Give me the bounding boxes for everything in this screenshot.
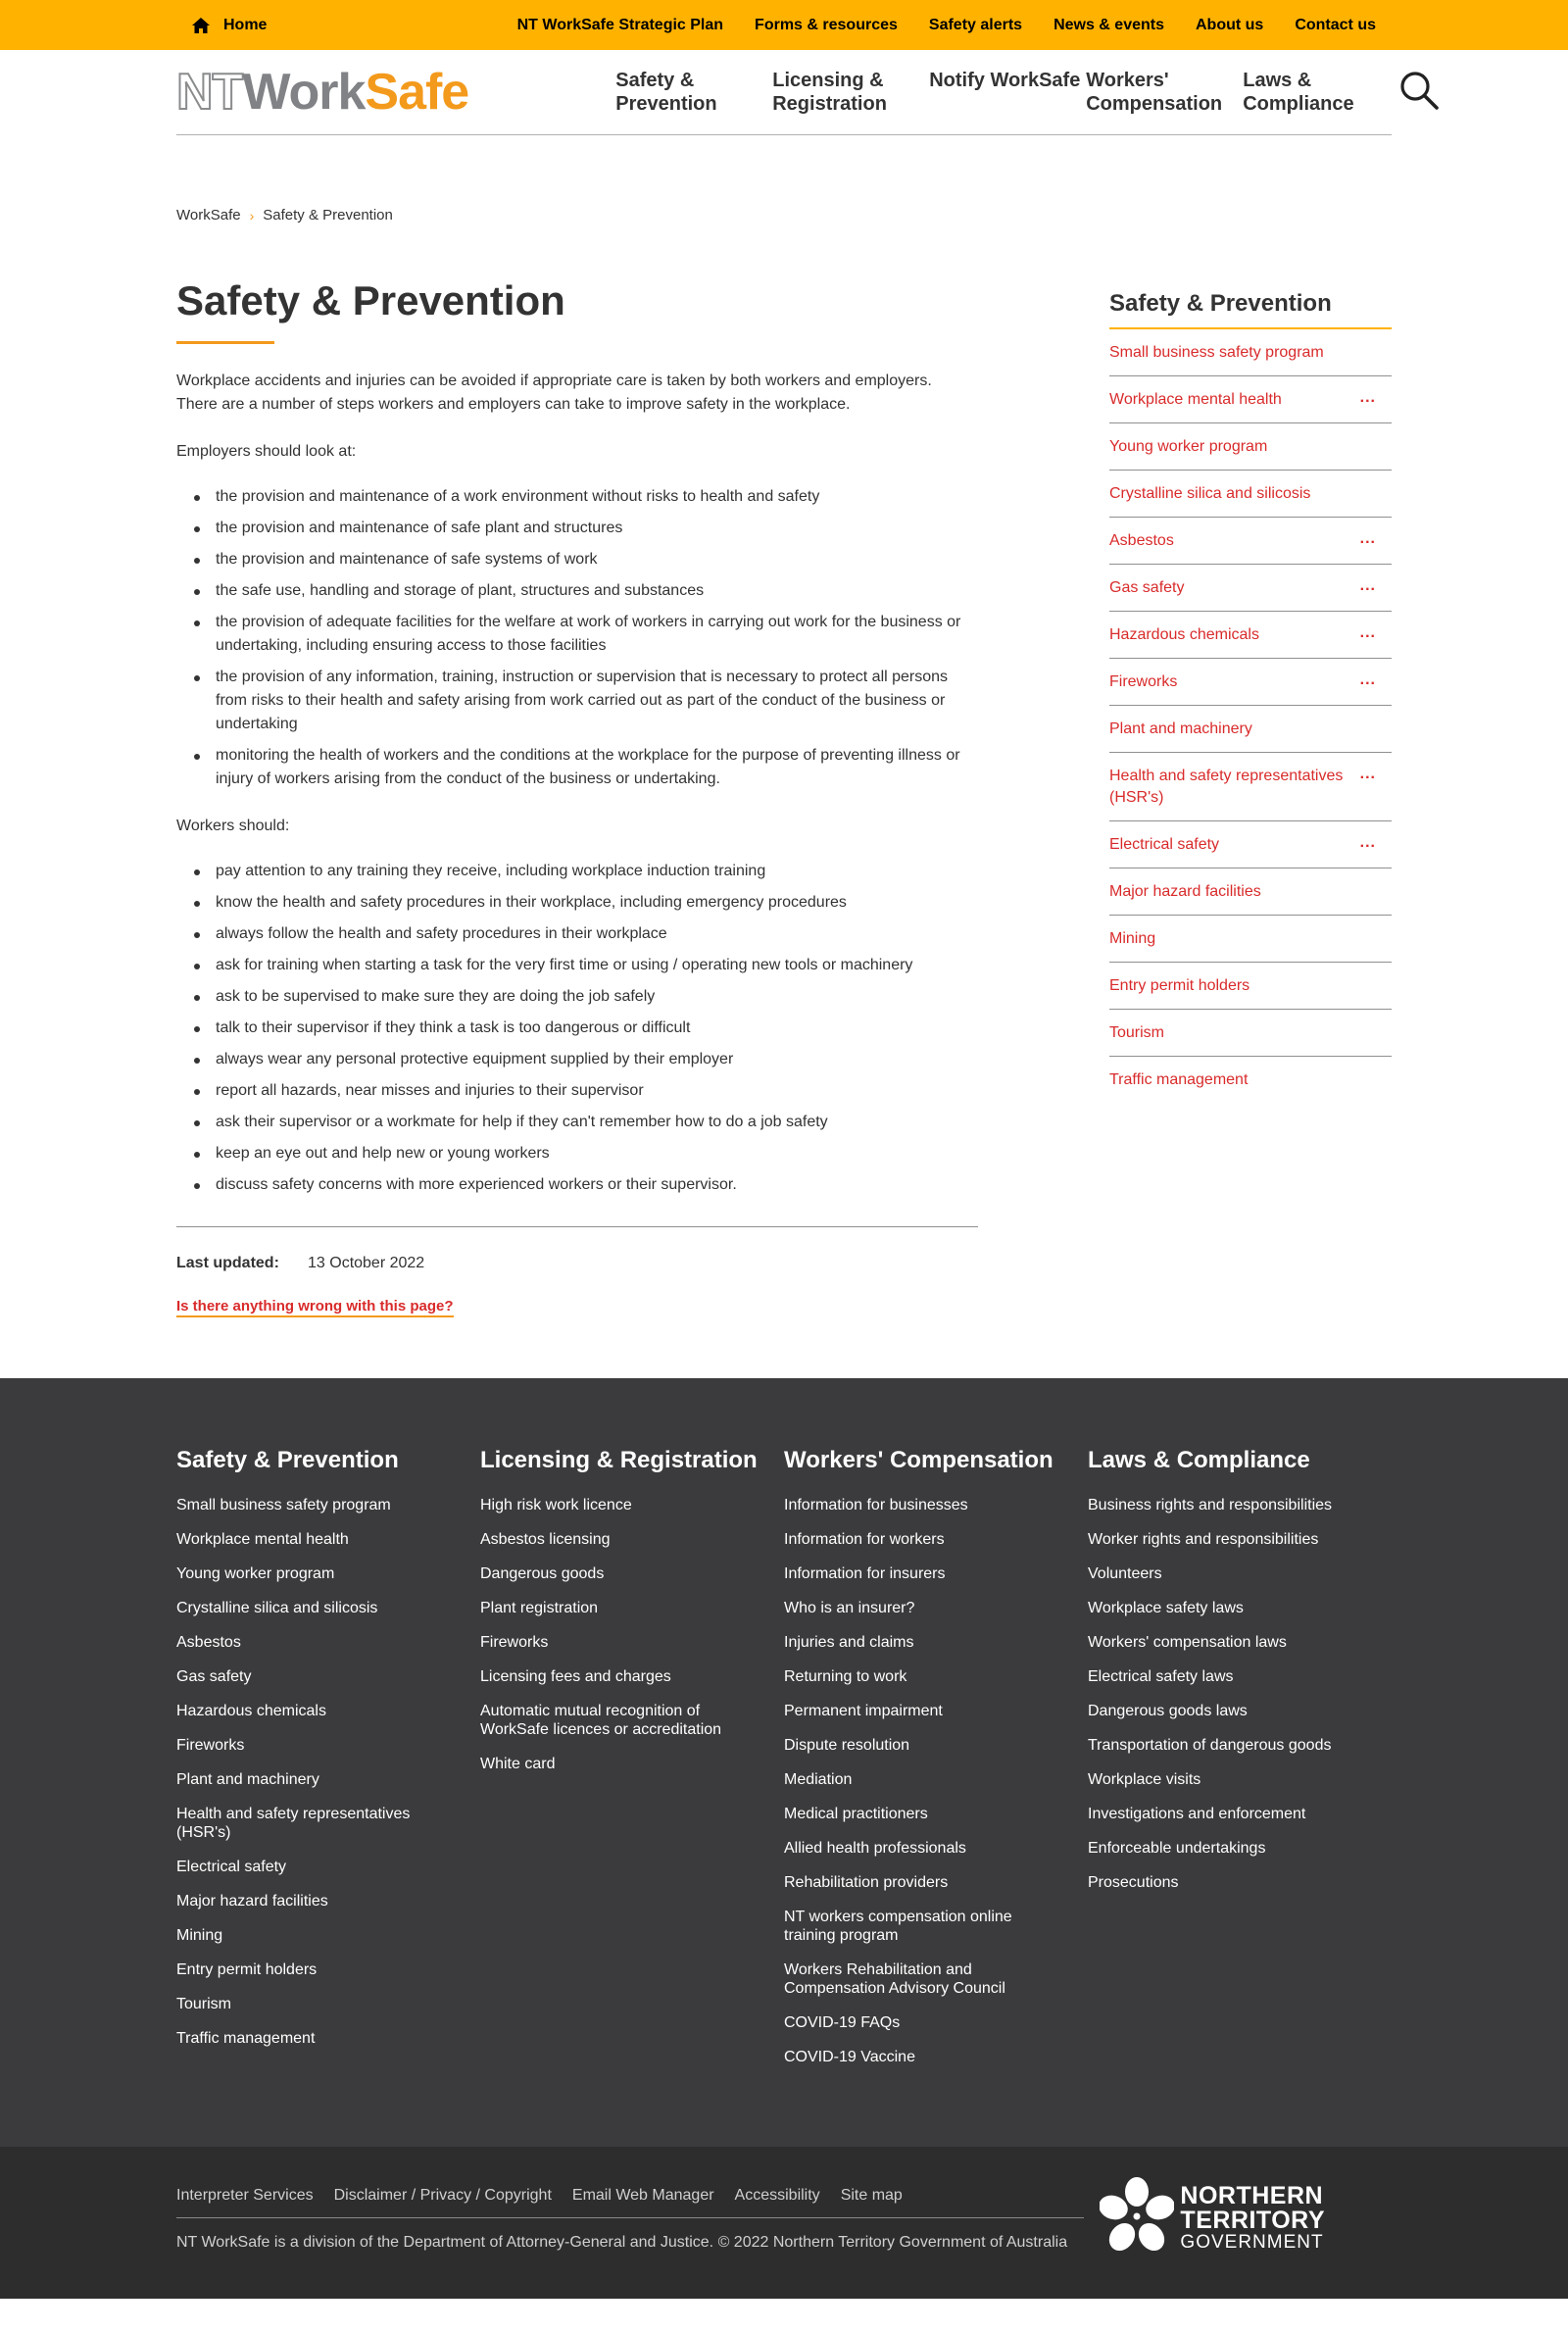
footer-column-title: Workers' Compensation xyxy=(784,1447,1054,1474)
expand-more-icon[interactable]: ... xyxy=(1359,389,1376,406)
footer-link[interactable]: Workplace mental health xyxy=(176,1531,349,1549)
footer-link[interactable]: Tourism xyxy=(176,1996,232,2013)
utility-link[interactable]: About us xyxy=(1196,16,1264,33)
employers-list-item: the provision and maintenance of a work environment without risks to health and safety xyxy=(216,485,978,509)
footer-link[interactable]: Plant and machinery xyxy=(176,1771,319,1789)
footer-link-item xyxy=(784,1736,1039,1755)
logo-nt: NT xyxy=(176,64,243,121)
footer-link[interactable]: Asbestos licensing xyxy=(480,1531,611,1549)
footer-link[interactable]: NT workers compensation online training program xyxy=(784,1909,1012,1945)
footer-link-list xyxy=(784,1496,1088,2066)
ntg-line-3: GOVERNMENT xyxy=(1180,2232,1324,2254)
footer-link[interactable]: Volunteers xyxy=(1088,1565,1162,1583)
footer-link-item xyxy=(784,2048,1039,2066)
footer-link-item xyxy=(176,1736,431,1755)
ntg-flower-logo-icon xyxy=(1100,2176,1174,2259)
footer-link-item xyxy=(784,1873,1039,1892)
footer-link[interactable]: Allied health professionals xyxy=(784,1840,966,1858)
utility-links xyxy=(502,17,1392,34)
footer-link[interactable]: Fireworks xyxy=(176,1737,245,1755)
workers-list-item: ask to be supervised to make sure they are doing the job safely xyxy=(216,985,978,1009)
footer-link-item xyxy=(480,1564,735,1583)
footer-link-item xyxy=(480,1530,735,1549)
main-nav-item[interactable]: Laws & Compliance xyxy=(1243,70,1354,115)
main-navigation xyxy=(615,69,1399,116)
employers-list-item: the provision and maintenance of safe systems of work xyxy=(216,548,978,571)
utility-link[interactable]: NT WorkSafe Strategic Plan xyxy=(516,16,724,33)
main-content xyxy=(176,278,978,1317)
footer-link[interactable]: Dangerous goods xyxy=(480,1565,605,1583)
footer-link-item xyxy=(480,1667,735,1686)
footer-link[interactable]: Information for businesses xyxy=(784,1497,968,1514)
footer-link[interactable]: Traffic management xyxy=(176,2030,316,2048)
last-updated-label: Last updated: xyxy=(176,1255,279,1272)
footer-link[interactable]: Dangerous goods laws xyxy=(1088,1703,1248,1720)
footer-link[interactable]: Workplace visits xyxy=(1088,1771,1201,1789)
footer-link[interactable]: Mining xyxy=(176,1927,223,1945)
footer-link[interactable]: Business rights and responsibilities xyxy=(1088,1497,1333,1514)
footer-link-item xyxy=(480,1755,735,1773)
footer-link[interactable]: Electrical safety laws xyxy=(1088,1668,1234,1686)
utility-link[interactable]: Contact us xyxy=(1295,16,1376,33)
workers-lead: Workers should: xyxy=(176,818,290,835)
sidebar-list xyxy=(1109,329,1392,1103)
footer-link[interactable]: White card xyxy=(480,1756,556,1773)
footer-link-item xyxy=(176,1926,431,1945)
footer-link-item xyxy=(176,1564,431,1583)
footer-link[interactable]: Electrical safety xyxy=(176,1859,287,1876)
search-icon xyxy=(1399,71,1439,115)
footer-link-item xyxy=(1088,1873,1343,1892)
sidebar-item-label[interactable]: Mining xyxy=(1109,930,1156,947)
footer-link-item xyxy=(1088,1736,1343,1755)
footer-link[interactable]: Health and safety representatives (HSR's) xyxy=(176,1806,411,1842)
logo-work: Work xyxy=(242,64,366,121)
expand-more-icon[interactable]: ... xyxy=(1359,577,1376,594)
footer-link[interactable]: COVID-19 Vaccine xyxy=(784,2049,915,2066)
footer-link[interactable]: Injuries and claims xyxy=(784,1634,914,1652)
workers-list-item: always wear any personal protective equipment supplied by their employer xyxy=(216,1048,978,1071)
sidebar-item[interactable] xyxy=(1109,376,1392,423)
footer-link-item xyxy=(480,1599,735,1617)
footer-link-item xyxy=(784,1564,1039,1583)
footer-link[interactable]: Permanent impairment xyxy=(784,1703,943,1720)
copyright-text: NT WorkSafe is a division of the Department of Attorney-General and Justice. © 2022 Northern Territory Government of Australia xyxy=(176,2234,1068,2252)
footer-link[interactable]: Automatic mutual recognition of WorkSafe licences or accreditation xyxy=(480,1703,722,1739)
footer-link-item xyxy=(176,1530,431,1549)
sidebar-item-label[interactable]: Gas safety xyxy=(1109,579,1185,596)
last-updated xyxy=(176,1255,978,1272)
footer-link-item xyxy=(784,2013,1039,2032)
footer-link-item xyxy=(176,1960,431,1979)
ntg-line-2: TERRITORY xyxy=(1180,2207,1325,2235)
utility-link[interactable]: Forms & resources xyxy=(755,16,898,33)
footer-link-item xyxy=(784,1770,1039,1789)
footer-column xyxy=(480,1447,784,2082)
footer-link-item xyxy=(480,1633,735,1652)
legal-link[interactable]: Site map xyxy=(840,2187,903,2205)
ntg-wordmark xyxy=(1180,2184,1325,2252)
footer-link-item xyxy=(1088,1564,1343,1583)
ntg-line-1: NORTHERN xyxy=(1180,2182,1324,2210)
home-icon xyxy=(192,18,210,33)
workers-list-item: talk to their supervisor if they think a task is too dangerous or difficult xyxy=(216,1017,978,1040)
section-sidebar xyxy=(1109,278,1392,1317)
sidebar-item-label[interactable]: Electrical safety xyxy=(1109,836,1220,853)
workers-list-item: ask their supervisor or a workmate for help if they can't remember how to do a job safety xyxy=(216,1111,978,1134)
workers-list-item: know the health and safety procedures in their workplace, including emergency procedures xyxy=(216,891,978,915)
footer-link[interactable]: Transportation of dangerous goods xyxy=(1088,1737,1332,1755)
breadcrumb xyxy=(176,135,1392,223)
footer-link-item xyxy=(176,1599,431,1617)
footer-column-title: Licensing & Registration xyxy=(480,1447,758,1474)
footer-link-item xyxy=(1088,1599,1343,1617)
logo-safe: Safe xyxy=(365,64,469,121)
workers-list-item: report all hazards, near misses and injuries to their supervisor xyxy=(216,1079,978,1103)
footer-link[interactable]: Mediation xyxy=(784,1771,853,1789)
employers-list-item: the safe use, handling and storage of plant, structures and substances xyxy=(216,579,978,603)
footer-link-item xyxy=(1088,1667,1343,1686)
footer-column xyxy=(1088,1447,1392,2082)
footer-link-item xyxy=(1088,1633,1343,1652)
footer-link-item xyxy=(1088,1496,1343,1514)
sidebar-item-label[interactable]: Hazardous chemicals xyxy=(1109,626,1259,643)
footer-link-item xyxy=(784,1530,1039,1549)
footer-link[interactable]: Plant registration xyxy=(480,1600,599,1617)
expand-more-icon[interactable]: ... xyxy=(1359,834,1376,851)
last-updated-value: 13 October 2022 xyxy=(308,1255,425,1272)
breadcrumb-current: Safety & Prevention xyxy=(263,207,393,223)
sidebar-item[interactable] xyxy=(1109,471,1392,518)
sidebar-item-label[interactable]: Health and safety representatives (HSR's) xyxy=(1109,768,1344,806)
main-nav-item[interactable]: Licensing & Registration xyxy=(772,70,887,115)
employers-list-item: the provision and maintenance of safe plant and structures xyxy=(216,517,978,540)
footer-link[interactable]: Worker rights and responsibilities xyxy=(1088,1531,1319,1549)
footer-link[interactable]: Investigations and enforcement xyxy=(1088,1806,1306,1823)
footer-link[interactable]: COVID-19 FAQs xyxy=(784,2014,901,2032)
footer-legal-links xyxy=(176,2176,1084,2218)
footer-link-item xyxy=(176,1770,431,1789)
sidebar-item[interactable] xyxy=(1109,659,1392,706)
footer-link-item xyxy=(1088,1839,1343,1858)
footer-link-item xyxy=(480,1496,735,1514)
search-button[interactable] xyxy=(1399,71,1439,115)
sidebar-item-label[interactable]: Plant and machinery xyxy=(1109,720,1252,737)
footer-link[interactable]: Young worker program xyxy=(176,1565,335,1583)
footer-link-item xyxy=(784,1496,1039,1514)
footer-bottom-bar xyxy=(0,2147,1568,2299)
content-area xyxy=(176,223,1392,1317)
sidebar-item[interactable] xyxy=(1109,329,1392,376)
footer-column xyxy=(176,1447,480,2082)
sidebar-item[interactable] xyxy=(1109,963,1392,1010)
sidebar-item-label[interactable]: Major hazard facilities xyxy=(1109,883,1261,900)
footer-link-item xyxy=(176,1858,431,1876)
footer-link-item xyxy=(1088,1805,1343,1823)
sidebar-item[interactable] xyxy=(1109,821,1392,868)
footer-link-item xyxy=(784,1599,1039,1617)
workers-list-item: discuss safety concerns with more experienced workers or their supervisor. xyxy=(216,1173,978,1197)
footer-link[interactable]: Workers' compensation laws xyxy=(1088,1634,1287,1652)
sidebar-item-label[interactable]: Workplace mental health xyxy=(1109,391,1282,408)
expand-more-icon[interactable]: ... xyxy=(1359,530,1376,547)
home-label: Home xyxy=(223,16,268,33)
footer-link-item xyxy=(784,1702,1039,1720)
footer-column-title: Laws & Compliance xyxy=(1088,1447,1310,1474)
workers-list-item: pay attention to any training they receive, including workplace induction training xyxy=(216,860,978,883)
footer-link-item xyxy=(176,2029,431,2048)
site-header xyxy=(176,50,1392,135)
expand-more-icon[interactable]: ... xyxy=(1359,671,1376,688)
footer-link-list xyxy=(176,1496,480,2048)
utility-link[interactable]: Safety alerts xyxy=(928,16,1023,33)
footer-link[interactable]: Crystalline silica and silicosis xyxy=(176,1600,378,1617)
workers-list-item: always follow the health and safety procedures in their workplace xyxy=(216,922,978,946)
sidebar-item[interactable] xyxy=(1109,565,1392,612)
sidebar-item-label[interactable]: Crystalline silica and silicosis xyxy=(1109,485,1311,502)
breadcrumb-home[interactable]: WorkSafe xyxy=(176,207,241,223)
footer-link-item xyxy=(784,1960,1039,1998)
legal-link[interactable]: Interpreter Services xyxy=(176,2187,314,2205)
workers-list-item: ask for training when starting a task for the very first time or using / operating new tools or machinery xyxy=(216,954,978,977)
footer-link[interactable]: Dispute resolution xyxy=(784,1737,910,1755)
main-nav-item[interactable]: Safety & Prevention xyxy=(615,70,717,115)
report-problem-link[interactable]: Is there anything wrong with this page? xyxy=(176,1298,454,1317)
footer-link[interactable]: Rehabilitation providers xyxy=(784,1874,949,1892)
sidebar-item-label[interactable]: Entry permit holders xyxy=(1109,977,1250,994)
main-nav-item[interactable]: Notify WorkSafe xyxy=(929,70,1081,91)
employers-lead: Employers should look at: xyxy=(176,443,357,461)
sidebar-item[interactable] xyxy=(1109,706,1392,753)
sidebar-item[interactable] xyxy=(1109,1010,1392,1057)
sidebar-item[interactable] xyxy=(1109,916,1392,963)
utility-link[interactable]: News & events xyxy=(1054,16,1164,33)
sidebar-item-label[interactable]: Young worker program xyxy=(1109,438,1268,455)
sidebar-item[interactable] xyxy=(1109,868,1392,916)
sidebar-item[interactable] xyxy=(1109,1057,1392,1103)
employers-list-item: the provision of adequate facilities for the welfare at work of workers in carrying out work for the business or undertaking, including ensuring access to those facilities xyxy=(216,611,978,658)
footer-link-item xyxy=(176,1702,431,1720)
employers-list-item: monitoring the health of workers and the conditions at the workplace for the purpose of preventing illness or injury of workers arising from the conduct of the business or undertaking. xyxy=(216,744,978,791)
legal-link[interactable]: Accessibility xyxy=(734,2187,820,2205)
footer-link-item xyxy=(1088,1770,1343,1789)
title-underline xyxy=(176,341,274,344)
footer-link[interactable]: Information for workers xyxy=(784,1531,945,1549)
utility-bar xyxy=(0,0,1568,50)
footer-link-item xyxy=(176,1805,431,1842)
site-footer xyxy=(0,1378,1568,2147)
sidebar-item-label[interactable]: Tourism xyxy=(1109,1024,1165,1041)
footer-link-item xyxy=(784,1633,1039,1652)
legal-link[interactable]: Disclaimer / Privacy / Copyright xyxy=(333,2187,552,2205)
footer-link-list xyxy=(480,1496,784,1773)
sidebar-item[interactable] xyxy=(1109,518,1392,565)
footer-link[interactable]: Information for insurers xyxy=(784,1565,946,1583)
footer-link[interactable]: High risk work licence xyxy=(480,1497,632,1514)
workers-list-item: keep an eye out and help new or young workers xyxy=(216,1142,978,1166)
footer-link[interactable]: Who is an insurer? xyxy=(784,1600,915,1617)
footer-link[interactable]: Returning to work xyxy=(784,1668,907,1686)
footer-column-title: Safety & Prevention xyxy=(176,1447,399,1474)
expand-more-icon[interactable]: ... xyxy=(1359,624,1376,641)
intro-paragraph: Workplace accidents and injuries can be avoided if appropriate care is taken by both workers and employers. There are a number of steps workers and employers can take to improve safety in the workplace. xyxy=(176,372,932,414)
legal-link[interactable]: Email Web Manager xyxy=(571,2187,714,2205)
footer-link[interactable]: Gas safety xyxy=(176,1668,252,1686)
employers-list xyxy=(176,485,978,791)
sidebar-item[interactable] xyxy=(1109,612,1392,659)
sidebar-title: Safety & Prevention xyxy=(1109,290,1392,329)
page-title: Safety & Prevention xyxy=(176,277,565,323)
footer-link[interactable]: Hazardous chemicals xyxy=(176,1703,326,1720)
content-divider xyxy=(176,1226,978,1227)
footer-link[interactable]: Small business safety program xyxy=(176,1497,391,1514)
workers-list xyxy=(176,860,978,1197)
footer-link[interactable]: Major hazard facilities xyxy=(176,1893,328,1910)
footer-link-item xyxy=(784,1908,1039,1945)
footer-link[interactable]: Workers Rehabilitation and Compensation Advisory Council xyxy=(784,1961,1005,1998)
employers-list-item: the provision of any information, training, instruction or supervision that is necessary to protect all persons from risks to their health and safety arising from work carried out as part of the conduct of the business or undertaking xyxy=(216,666,978,736)
footer-link-item xyxy=(176,1892,431,1910)
footer-link-item xyxy=(176,1496,431,1514)
footer-link[interactable]: Workplace safety laws xyxy=(1088,1600,1244,1617)
sidebar-item[interactable] xyxy=(1109,753,1392,821)
footer-columns xyxy=(176,1447,1392,2082)
sidebar-item-label[interactable]: Asbestos xyxy=(1109,532,1174,549)
footer-link-item xyxy=(1088,1702,1343,1720)
footer-column xyxy=(784,1447,1088,2082)
footer-link-item xyxy=(1088,1530,1343,1549)
footer-link-list xyxy=(1088,1496,1392,1892)
footer-link-item xyxy=(176,1633,431,1652)
sidebar-item-label[interactable]: Small business safety program xyxy=(1109,344,1324,361)
nt-worksafe-logo[interactable] xyxy=(176,64,469,121)
expand-more-icon[interactable]: ... xyxy=(1359,766,1376,782)
footer-link[interactable]: Licensing fees and charges xyxy=(480,1668,671,1686)
footer-link-item xyxy=(480,1702,735,1739)
footer-link[interactable]: Prosecutions xyxy=(1088,1874,1179,1892)
sidebar-item-label[interactable]: Fireworks xyxy=(1109,673,1178,690)
nt-government-logo[interactable] xyxy=(1100,2176,1325,2259)
footer-link[interactable]: Asbestos xyxy=(176,1634,241,1652)
sidebar-item[interactable] xyxy=(1109,423,1392,471)
footer-link[interactable]: Fireworks xyxy=(480,1634,549,1652)
footer-link[interactable]: Enforceable undertakings xyxy=(1088,1840,1266,1858)
footer-link[interactable]: Medical practitioners xyxy=(784,1806,928,1823)
breadcrumb-separator-icon: › xyxy=(249,207,255,223)
sidebar-item-label[interactable]: Traffic management xyxy=(1109,1071,1249,1088)
main-nav-item[interactable]: Workers' Compensation xyxy=(1086,70,1223,115)
footer-link-item xyxy=(784,1839,1039,1858)
footer-link-item xyxy=(784,1667,1039,1686)
footer-link[interactable]: Entry permit holders xyxy=(176,1961,318,1979)
home-link[interactable] xyxy=(176,17,267,34)
footer-link-item xyxy=(176,1995,431,2013)
footer-link-item xyxy=(176,1667,431,1686)
footer-link-item xyxy=(784,1805,1039,1823)
